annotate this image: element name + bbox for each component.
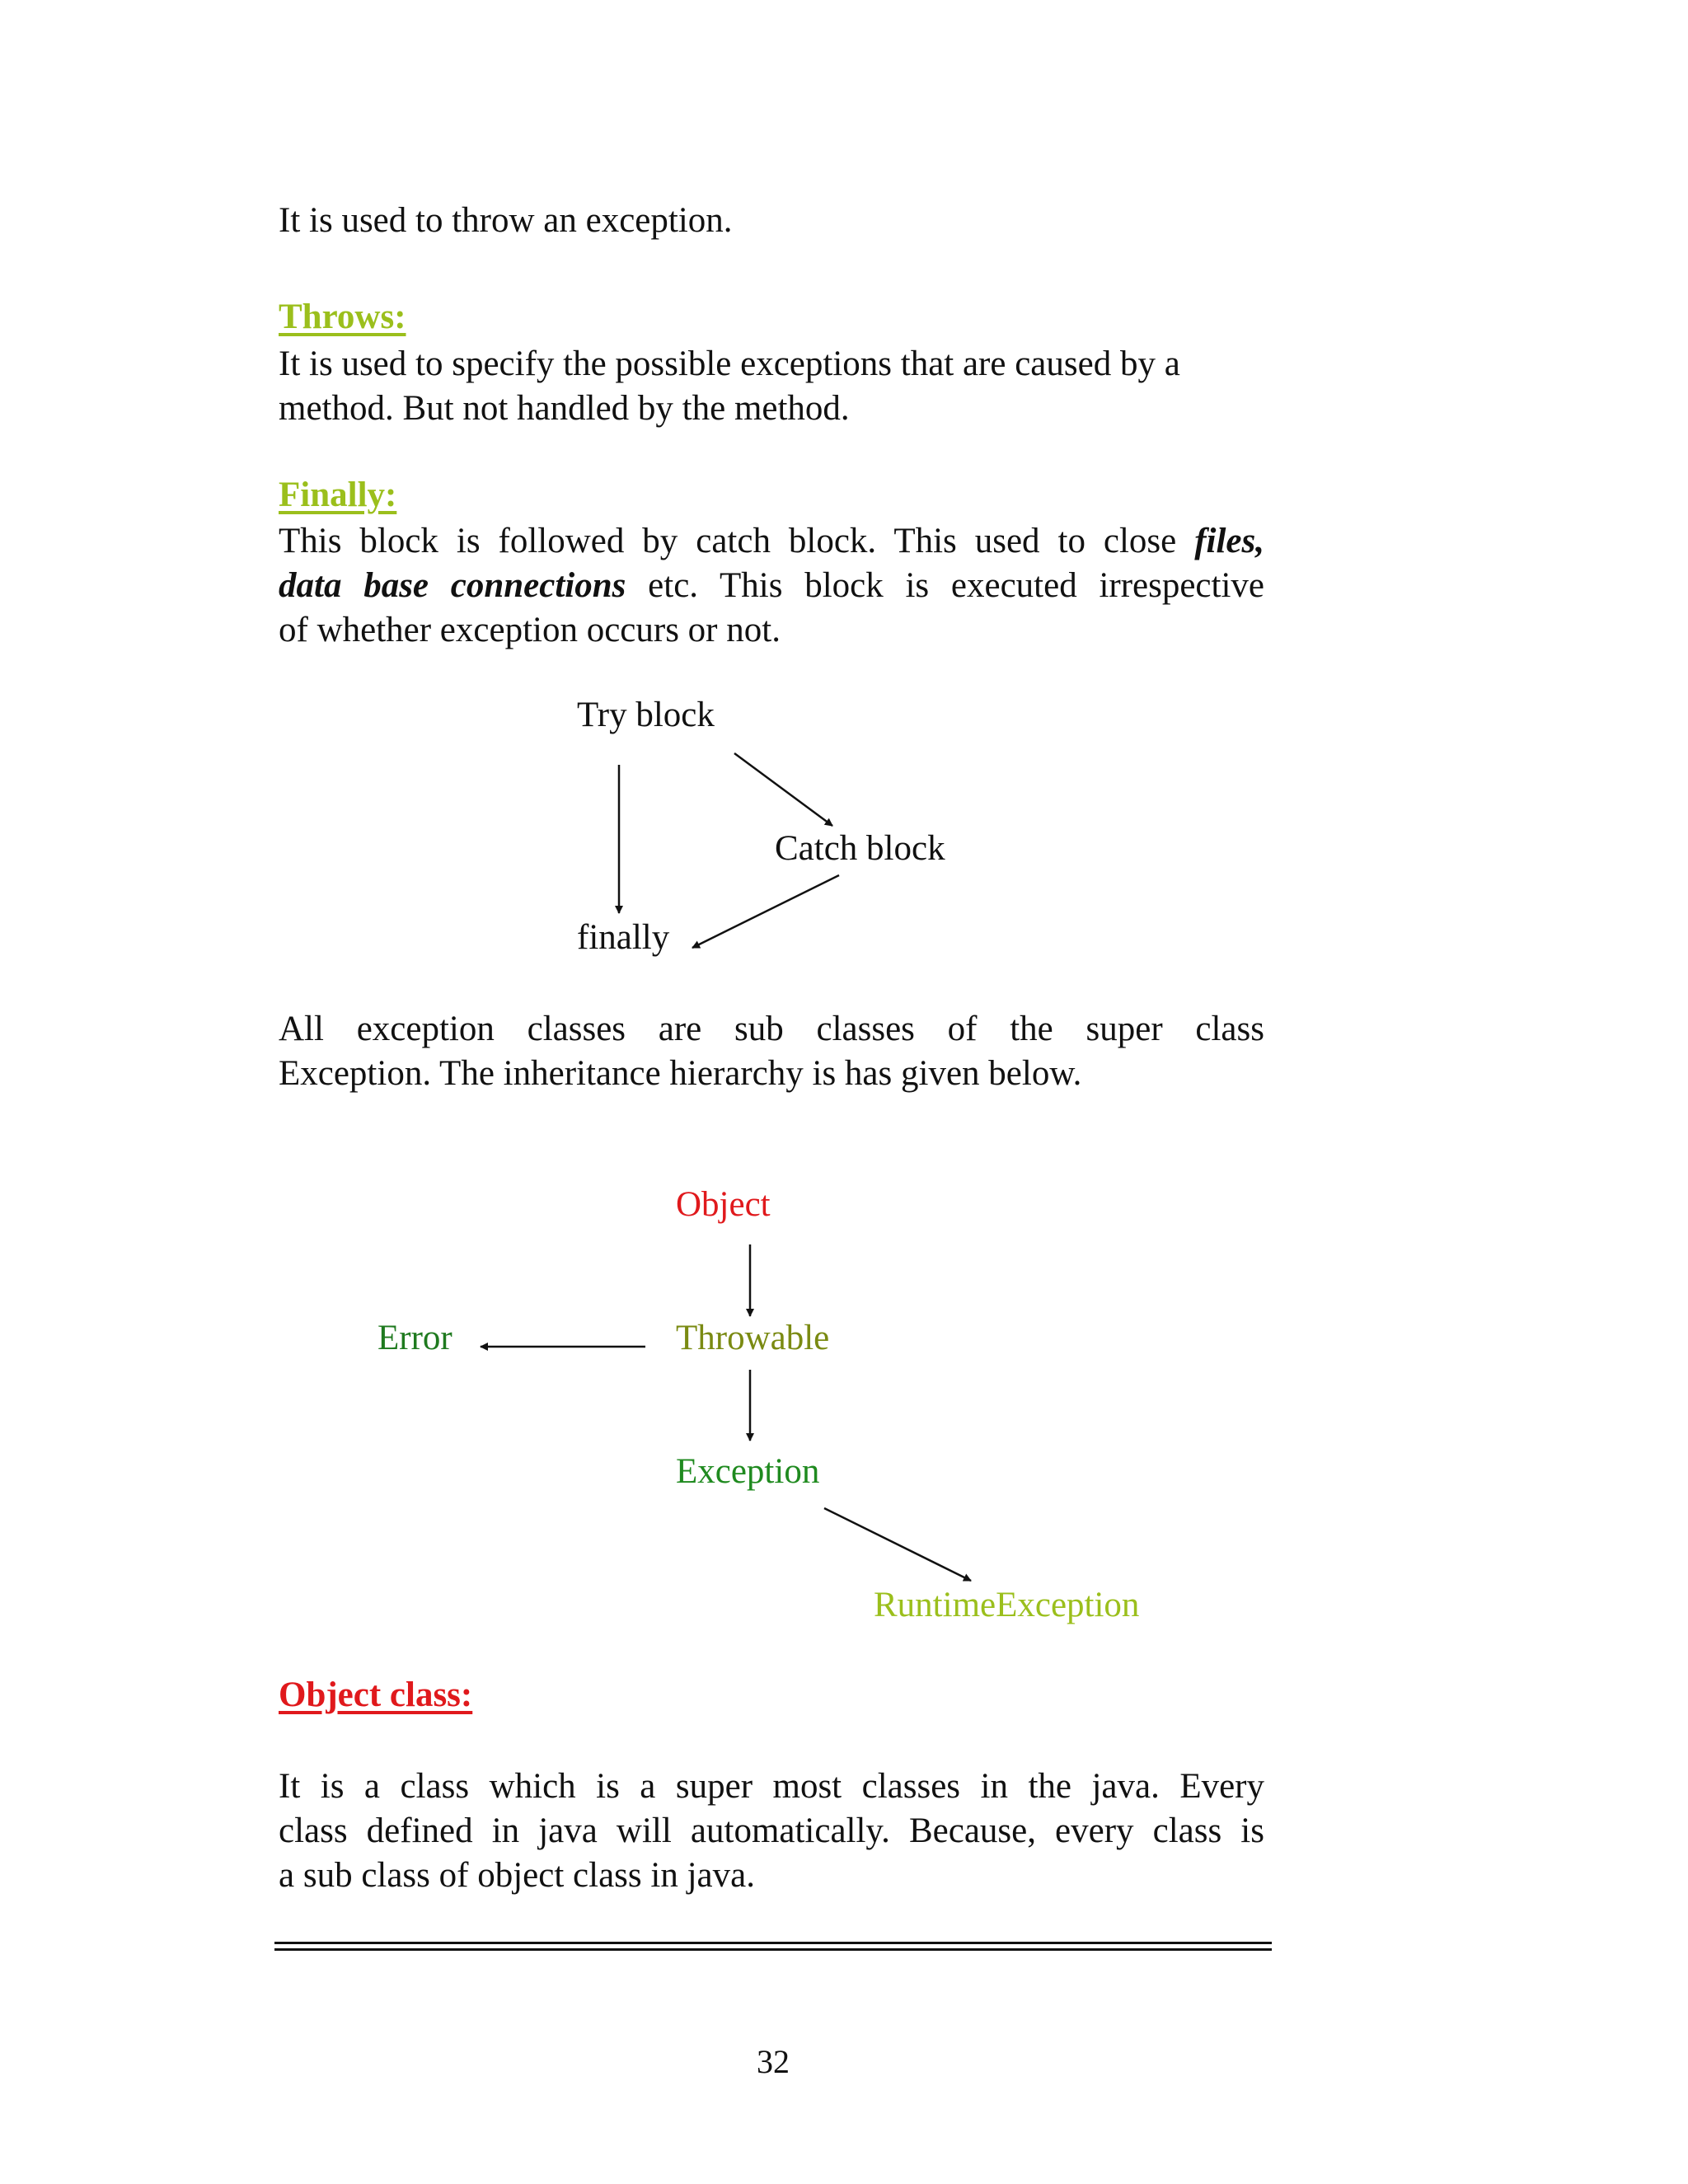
finally-line-3: of whether exception occurs or not. bbox=[279, 611, 781, 649]
finally-line-2-text: etc. This block is executed irrespective bbox=[626, 566, 1264, 605]
intro-text: It is used to throw an exception. bbox=[279, 201, 733, 240]
throws-heading: Throws: bbox=[279, 298, 406, 336]
footer-rule-bottom bbox=[274, 1948, 1272, 1951]
catch-block-label: Catch block bbox=[775, 829, 945, 868]
hierarchy-intro-line-1: All exception classes are sub classes of the super class bbox=[279, 1010, 1264, 1048]
object-class-heading: Object class: bbox=[279, 1675, 473, 1714]
runtime-exception-node: RuntimeException bbox=[874, 1586, 1140, 1624]
throws-line-1: It is used to specify the possible exceptions that are caused by a bbox=[279, 344, 1180, 383]
finally-label: finally bbox=[577, 918, 670, 957]
object-class-paragraph bbox=[279, 1765, 1264, 1898]
arrow-exception-to-runtime bbox=[824, 1508, 971, 1581]
finally-emphasis-files: files, bbox=[1194, 522, 1264, 560]
error-node: Error bbox=[377, 1319, 452, 1357]
arrow-try-to-catch bbox=[734, 753, 832, 826]
finally-heading: Finally: bbox=[279, 476, 397, 514]
object-node: Object bbox=[676, 1185, 771, 1224]
finally-line-1-text: This block is followed by catch block. This used to close bbox=[279, 522, 1195, 560]
finally-emphasis-connections: data base connections bbox=[279, 566, 626, 605]
footer-rule-top bbox=[274, 1942, 1272, 1944]
hierarchy-intro-line-2: Exception. The inheritance hierarchy is has given below. bbox=[279, 1054, 1082, 1093]
try-block-label: Try block bbox=[577, 696, 715, 734]
arrow-catch-to-finally bbox=[692, 875, 839, 948]
object-class-line-1: It is a class which is a super most classes in the java. Every bbox=[279, 1767, 1264, 1806]
object-class-line-3: a sub class of object class in java. bbox=[279, 1856, 755, 1895]
exception-node: Exception bbox=[676, 1452, 820, 1491]
throws-line-2: method. But not handled by the method. bbox=[279, 389, 850, 428]
page-number: 32 bbox=[757, 2043, 790, 2080]
throwable-node: Throwable bbox=[676, 1319, 830, 1357]
object-class-line-2: class defined in java will automatically. Because, every class is bbox=[279, 1811, 1264, 1850]
